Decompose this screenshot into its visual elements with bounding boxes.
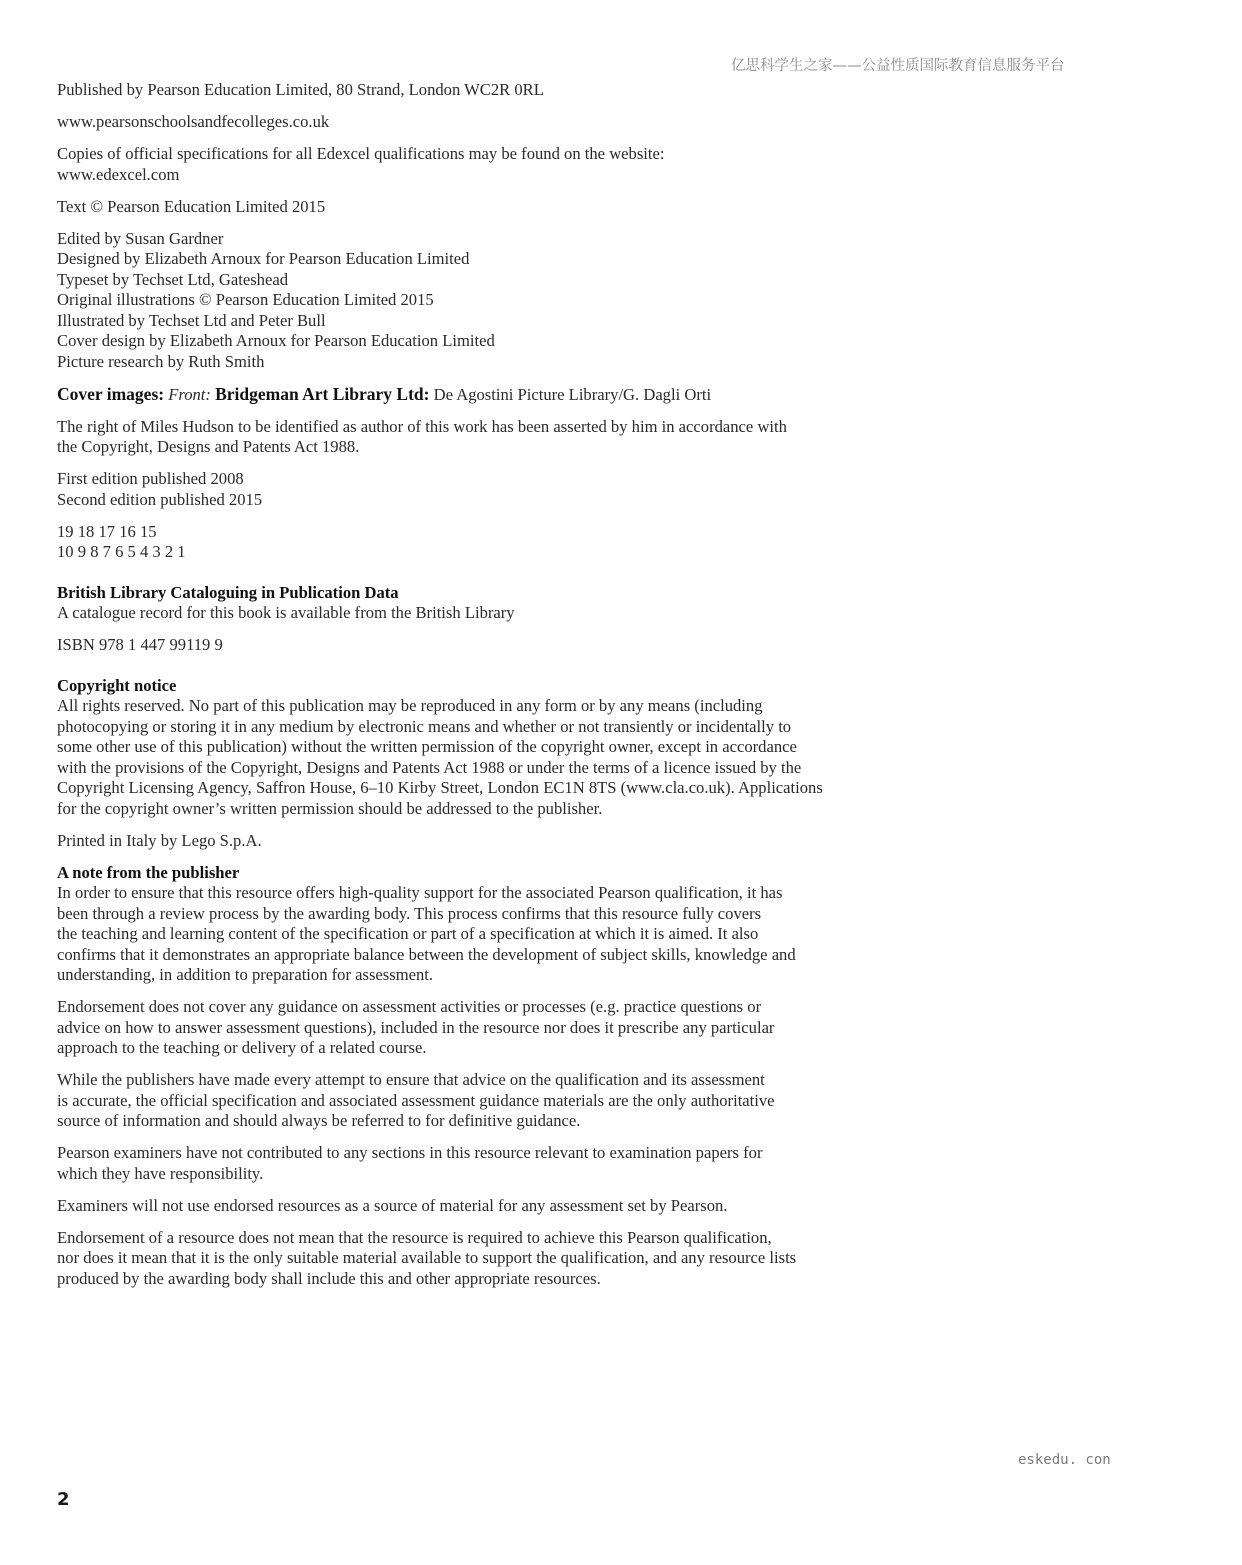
copyright-notice xyxy=(57,676,887,820)
endorsement-paragraph xyxy=(57,997,887,1059)
credit-line: Picture research by Ruth Smith xyxy=(57,351,265,371)
cover-images xyxy=(57,384,887,406)
cover-library-label: Bridgeman Art Library Ltd: xyxy=(215,383,430,404)
note-line: produced by the awarding body shall include this and other appropriate resources. xyxy=(57,1268,601,1288)
cataloguing-text: A catalogue record for this book is available from the British Library xyxy=(57,603,515,622)
printed-in: Printed in Italy by Lego S.p.A. xyxy=(57,830,262,850)
copyright-line: for the copyright owner’s written permission should be addressed to the publisher. xyxy=(57,798,603,818)
watermark-bottom: eskedu. con xyxy=(1018,1452,1111,1468)
text-copyright: Text © Pearson Education Limited 2015 xyxy=(57,196,326,216)
cover-images-label: Cover images: xyxy=(57,383,165,404)
note-line: source of information and should always be referred to for definitive guidance. xyxy=(57,1111,581,1130)
note-line: been through a review process by the awarding body. This process confirms that this resource fully covers xyxy=(57,903,762,923)
publisher-note-heading: A note from the publisher xyxy=(57,862,240,882)
print-run-line: 10 9 8 7 6 5 4 3 2 1 xyxy=(57,542,186,561)
note-line: advice on how to answer assessment questions), included in the resource nor does it prescribe any particular xyxy=(57,1017,775,1037)
spec-note xyxy=(57,144,887,185)
note-line: understanding, in addition to preparation for assessment. xyxy=(57,965,434,984)
cataloguing xyxy=(57,583,887,624)
credit-line: Edited by Susan Gardner xyxy=(57,228,224,248)
note-line: the teaching and learning content of the specification or part of a specification at which it is aimed. It also xyxy=(57,924,759,943)
copyright-line: photocopying or storing it in any medium by electronic means and whether or not transiently or incidentally to xyxy=(57,716,792,736)
credit-line: Designed by Elizabeth Arnoux for Pearson Education Limited xyxy=(57,249,470,268)
edition-line: Second edition published 2015 xyxy=(57,489,263,509)
print-run-line: 19 18 17 16 15 xyxy=(57,521,157,541)
cataloguing-heading: British Library Cataloguing in Publication Data xyxy=(57,582,399,602)
note-line: Pearson examiners have not contributed to any sections in this resource relevant to examination papers for xyxy=(57,1143,763,1162)
imprint-page xyxy=(57,80,887,1301)
copyright-line: All rights reserved. No part of this publication may be reproduced in any form or by any means (including xyxy=(57,696,763,715)
rights-line: The right of Miles Hudson to be identified as author of this work has been asserted by him in accordance with xyxy=(57,416,787,436)
rights-line: the Copyright, Designs and Patents Act 1988. xyxy=(57,437,360,456)
copyright-line: with the provisions of the Copyright, Designs and Patents Act 1988 or under the terms of a licence issued by the xyxy=(57,757,802,777)
credit-line: Illustrated by Techset Ltd and Peter Bull xyxy=(57,310,326,330)
copyright-notice-heading: Copyright notice xyxy=(57,675,177,695)
accuracy-paragraph xyxy=(57,1070,887,1132)
note-line: approach to the teaching or delivery of a related course. xyxy=(57,1038,427,1057)
author-rights xyxy=(57,417,887,458)
note-line: In order to ensure that this resource offers high-quality support for the associated Pearson qualification, it has xyxy=(57,883,783,902)
copyright-line: Copyright Licensing Agency, Saffron House, 6–10 Kirby Street, London EC1N 8TS (www.cla.co.uk). Applications xyxy=(57,778,823,797)
note-line: Endorsement of a resource does not mean that the resource is required to achieve this Pearson qualification, xyxy=(57,1227,772,1247)
note-line: Examiners will not use endorsed resources as a source of material for any assessment set by Pearson. xyxy=(57,1195,728,1215)
copyright-line: some other use of this publication) without the written permission of the copyright owner, except in accordance xyxy=(57,737,797,756)
page-number: 2 xyxy=(57,1489,70,1510)
note-line: is accurate, the official specification and associated assessment guidance materials are the only authoritative xyxy=(57,1090,775,1110)
website-link[interactable]: www.pearsonschoolsandfecolleges.co.uk xyxy=(57,112,330,131)
edition-line: First edition published 2008 xyxy=(57,469,244,488)
cover-front-label: Front: xyxy=(168,384,211,404)
cover-credit: De Agostini Picture Library/G. Dagli Orti xyxy=(433,384,712,404)
watermark-top: 亿思科学生之家——公益性质国际教育信息服务平台 xyxy=(731,58,1065,74)
publisher-line: Published by Pearson Education Limited, 80 Strand, London WC2R 0RL xyxy=(57,80,544,99)
isbn: ISBN 978 1 447 99119 9 xyxy=(57,635,223,654)
spec-note-line: Copies of official specifications for all Edexcel qualifications may be found on the website: xyxy=(57,144,665,163)
credit-line: Typeset by Techset Ltd, Gateshead xyxy=(57,269,288,289)
credits-block xyxy=(57,229,887,373)
note-line: While the publishers have made every attempt to ensure that advice on the qualification and its assessment xyxy=(57,1070,765,1089)
examiners-paragraph xyxy=(57,1143,887,1184)
endorsed-resources-paragraph xyxy=(57,1196,887,1217)
editions xyxy=(57,469,887,510)
resource-lists-paragraph xyxy=(57,1228,887,1290)
edexcel-link[interactable]: www.edexcel.com xyxy=(57,164,180,184)
publisher-note xyxy=(57,863,887,986)
print-run xyxy=(57,522,887,563)
note-line: Endorsement does not cover any guidance on assessment activities or processes (e.g. practice questions or xyxy=(57,997,762,1016)
note-line: nor does it mean that it is the only suitable material available to support the qualification, and any resource lists xyxy=(57,1248,797,1267)
note-line: which they have responsibility. xyxy=(57,1163,264,1183)
credit-line: Original illustrations © Pearson Education Limited 2015 xyxy=(57,290,434,309)
note-line: confirms that it demonstrates an appropriate balance between the development of subject skills, knowledge and xyxy=(57,944,796,964)
credit-line: Cover design by Elizabeth Arnoux for Pearson Education Limited xyxy=(57,331,495,350)
